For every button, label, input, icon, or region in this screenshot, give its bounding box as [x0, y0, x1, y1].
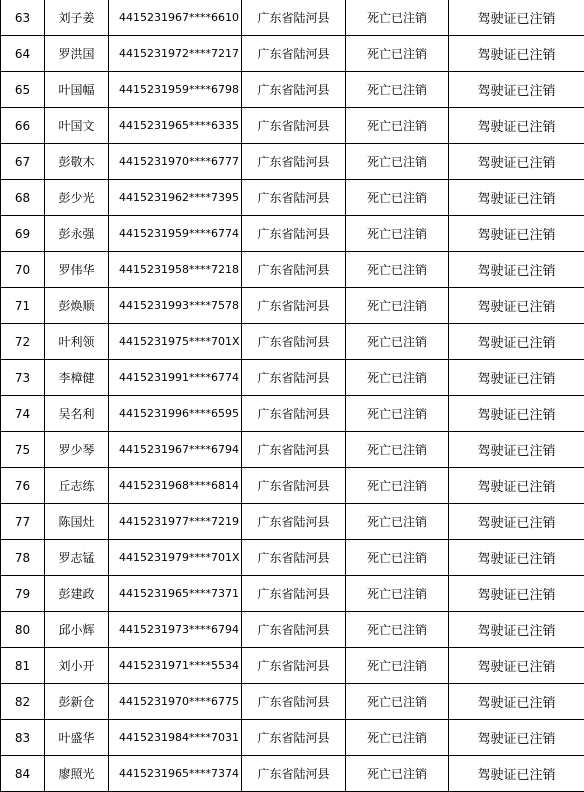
cancellation-reason: 死亡已注销: [346, 288, 449, 324]
license-status: 驾驶证已注销: [449, 144, 584, 180]
id-number: 4415231965****7374: [109, 756, 242, 792]
id-number: 4415231959****6798: [109, 72, 242, 108]
row-number: 63: [1, 0, 45, 36]
address: 广东省陆河县: [242, 396, 346, 432]
cancellation-reason: 死亡已注销: [346, 612, 449, 648]
license-status: 驾驶证已注销: [449, 216, 584, 252]
cancellation-reason: 死亡已注销: [346, 720, 449, 756]
license-status: 驾驶证已注销: [449, 684, 584, 720]
row-number: 80: [1, 612, 45, 648]
table-row: [1, 612, 584, 648]
license-status: 驾驶证已注销: [449, 576, 584, 612]
address: 广东省陆河县: [242, 360, 346, 396]
person-name: 刘小开: [45, 648, 109, 684]
address: 广东省陆河县: [242, 324, 346, 360]
person-name: 罗洪国: [45, 36, 109, 72]
id-number: 4415231984****7031: [109, 720, 242, 756]
license-status: 驾驶证已注销: [449, 108, 584, 144]
address: 广东省陆河县: [242, 216, 346, 252]
person-name: 罗志锰: [45, 540, 109, 576]
table-row: [1, 756, 584, 792]
id-number: 4415231973****6794: [109, 612, 242, 648]
license-status: 驾驶证已注销: [449, 468, 584, 504]
address: 广东省陆河县: [242, 504, 346, 540]
row-number: 82: [1, 684, 45, 720]
cancellation-reason: 死亡已注销: [346, 576, 449, 612]
id-number: 4415231971****5534: [109, 648, 242, 684]
cancellation-reason: 死亡已注销: [346, 756, 449, 792]
row-number: 65: [1, 72, 45, 108]
row-number: 67: [1, 144, 45, 180]
row-number: 72: [1, 324, 45, 360]
license-status: 驾驶证已注销: [449, 288, 584, 324]
person-name: 叶国幅: [45, 72, 109, 108]
row-number: 66: [1, 108, 45, 144]
address: 广东省陆河县: [242, 0, 346, 36]
person-name: 彭敬木: [45, 144, 109, 180]
table-row: [1, 504, 584, 540]
address: 广东省陆河县: [242, 288, 346, 324]
license-status: 驾驶证已注销: [449, 0, 584, 36]
person-name: 叶盛华: [45, 720, 109, 756]
person-name: 丘志练: [45, 468, 109, 504]
table-row: [1, 180, 584, 216]
table-row: [1, 396, 584, 432]
license-status: 驾驶证已注销: [449, 612, 584, 648]
address: 广东省陆河县: [242, 720, 346, 756]
cancellation-reason: 死亡已注销: [346, 468, 449, 504]
license-status: 驾驶证已注销: [449, 432, 584, 468]
row-number: 73: [1, 360, 45, 396]
address: 广东省陆河县: [242, 576, 346, 612]
table-row: [1, 684, 584, 720]
address: 广东省陆河县: [242, 180, 346, 216]
cancellation-reason: 死亡已注销: [346, 432, 449, 468]
id-number: 4415231972****7217: [109, 36, 242, 72]
table-row: [1, 0, 584, 36]
table-row: [1, 432, 584, 468]
row-number: 78: [1, 540, 45, 576]
address: 广东省陆河县: [242, 540, 346, 576]
cancellation-reason: 死亡已注销: [346, 396, 449, 432]
row-number: 71: [1, 288, 45, 324]
id-number: 4415231970****6775: [109, 684, 242, 720]
id-number: 4415231979****701X: [109, 540, 242, 576]
person-name: 李樟健: [45, 360, 109, 396]
license-status: 驾驶证已注销: [449, 360, 584, 396]
row-number: 75: [1, 432, 45, 468]
address: 广东省陆河县: [242, 432, 346, 468]
id-number: 4415231967****6610: [109, 0, 242, 36]
id-number: 4415231967****6794: [109, 432, 242, 468]
table-row: [1, 72, 584, 108]
row-number: 74: [1, 396, 45, 432]
id-number: 4415231968****6814: [109, 468, 242, 504]
id-number: 4415231996****6595: [109, 396, 242, 432]
row-number: 76: [1, 468, 45, 504]
address: 广东省陆河县: [242, 648, 346, 684]
license-status: 驾驶证已注销: [449, 540, 584, 576]
row-number: 69: [1, 216, 45, 252]
id-number: 4415231991****6774: [109, 360, 242, 396]
table-row: [1, 36, 584, 72]
person-name: 罗伟华: [45, 252, 109, 288]
id-number: 4415231975****701X: [109, 324, 242, 360]
license-status: 驾驶证已注销: [449, 252, 584, 288]
table-row: [1, 648, 584, 684]
cancellation-reason: 死亡已注销: [346, 648, 449, 684]
address: 广东省陆河县: [242, 684, 346, 720]
person-name: 彭建政: [45, 576, 109, 612]
cancellation-reason: 死亡已注销: [346, 36, 449, 72]
address: 广东省陆河县: [242, 468, 346, 504]
table-row: [1, 216, 584, 252]
person-name: 吴名利: [45, 396, 109, 432]
cancellation-reason: 死亡已注销: [346, 504, 449, 540]
address: 广东省陆河县: [242, 756, 346, 792]
row-number: 83: [1, 720, 45, 756]
cancellation-reason: 死亡已注销: [346, 216, 449, 252]
address: 广东省陆河县: [242, 252, 346, 288]
license-status: 驾驶证已注销: [449, 720, 584, 756]
person-name: 邱小辉: [45, 612, 109, 648]
person-name: 彭永强: [45, 216, 109, 252]
person-name: 彭焕顺: [45, 288, 109, 324]
table-row: [1, 468, 584, 504]
license-status: 驾驶证已注销: [449, 648, 584, 684]
cancellation-reason: 死亡已注销: [346, 72, 449, 108]
row-number: 64: [1, 36, 45, 72]
person-name: 陈国灶: [45, 504, 109, 540]
cancellation-reason: 死亡已注销: [346, 540, 449, 576]
license-status: 驾驶证已注销: [449, 324, 584, 360]
cancellation-reason: 死亡已注销: [346, 252, 449, 288]
table-row: [1, 360, 584, 396]
person-name: 刘子姜: [45, 0, 109, 36]
id-number: 4415231965****6335: [109, 108, 242, 144]
table-row: [1, 144, 584, 180]
row-number: 81: [1, 648, 45, 684]
address: 广东省陆河县: [242, 108, 346, 144]
table-row: [1, 720, 584, 756]
table-row: [1, 288, 584, 324]
id-number: 4415231965****7371: [109, 576, 242, 612]
table-row: [1, 252, 584, 288]
table-body: [1, 0, 584, 792]
address: 广东省陆河县: [242, 72, 346, 108]
license-status: 驾驶证已注销: [449, 36, 584, 72]
row-number: 77: [1, 504, 45, 540]
table-row: [1, 576, 584, 612]
cancellation-reason: 死亡已注销: [346, 0, 449, 36]
person-name: 叶国文: [45, 108, 109, 144]
address: 广东省陆河县: [242, 612, 346, 648]
row-number: 68: [1, 180, 45, 216]
id-number: 4415231962****7395: [109, 180, 242, 216]
cancellation-reason: 死亡已注销: [346, 144, 449, 180]
address: 广东省陆河县: [242, 36, 346, 72]
id-number: 4415231958****7218: [109, 252, 242, 288]
person-name: 廖照光: [45, 756, 109, 792]
cancellation-reason: 死亡已注销: [346, 108, 449, 144]
id-number: 4415231970****6777: [109, 144, 242, 180]
license-status: 驾驶证已注销: [449, 396, 584, 432]
license-status: 驾驶证已注销: [449, 756, 584, 792]
row-number: 70: [1, 252, 45, 288]
id-number: 4415231959****6774: [109, 216, 242, 252]
person-name: 彭少光: [45, 180, 109, 216]
id-number: 4415231977****7219: [109, 504, 242, 540]
license-status: 驾驶证已注销: [449, 72, 584, 108]
row-number: 84: [1, 756, 45, 792]
person-name: 叶利领: [45, 324, 109, 360]
address: 广东省陆河县: [242, 144, 346, 180]
id-number: 4415231993****7578: [109, 288, 242, 324]
table-row: [1, 108, 584, 144]
cancellation-reason: 死亡已注销: [346, 180, 449, 216]
cancellation-reason: 死亡已注销: [346, 684, 449, 720]
cancellation-reason: 死亡已注销: [346, 360, 449, 396]
row-number: 79: [1, 576, 45, 612]
person-name: 罗少琴: [45, 432, 109, 468]
license-status: 驾驶证已注销: [449, 180, 584, 216]
table-row: [1, 540, 584, 576]
person-name: 彭新仓: [45, 684, 109, 720]
license-status: 驾驶证已注销: [449, 504, 584, 540]
table-row: [1, 324, 584, 360]
cancellation-reason: 死亡已注销: [346, 324, 449, 360]
